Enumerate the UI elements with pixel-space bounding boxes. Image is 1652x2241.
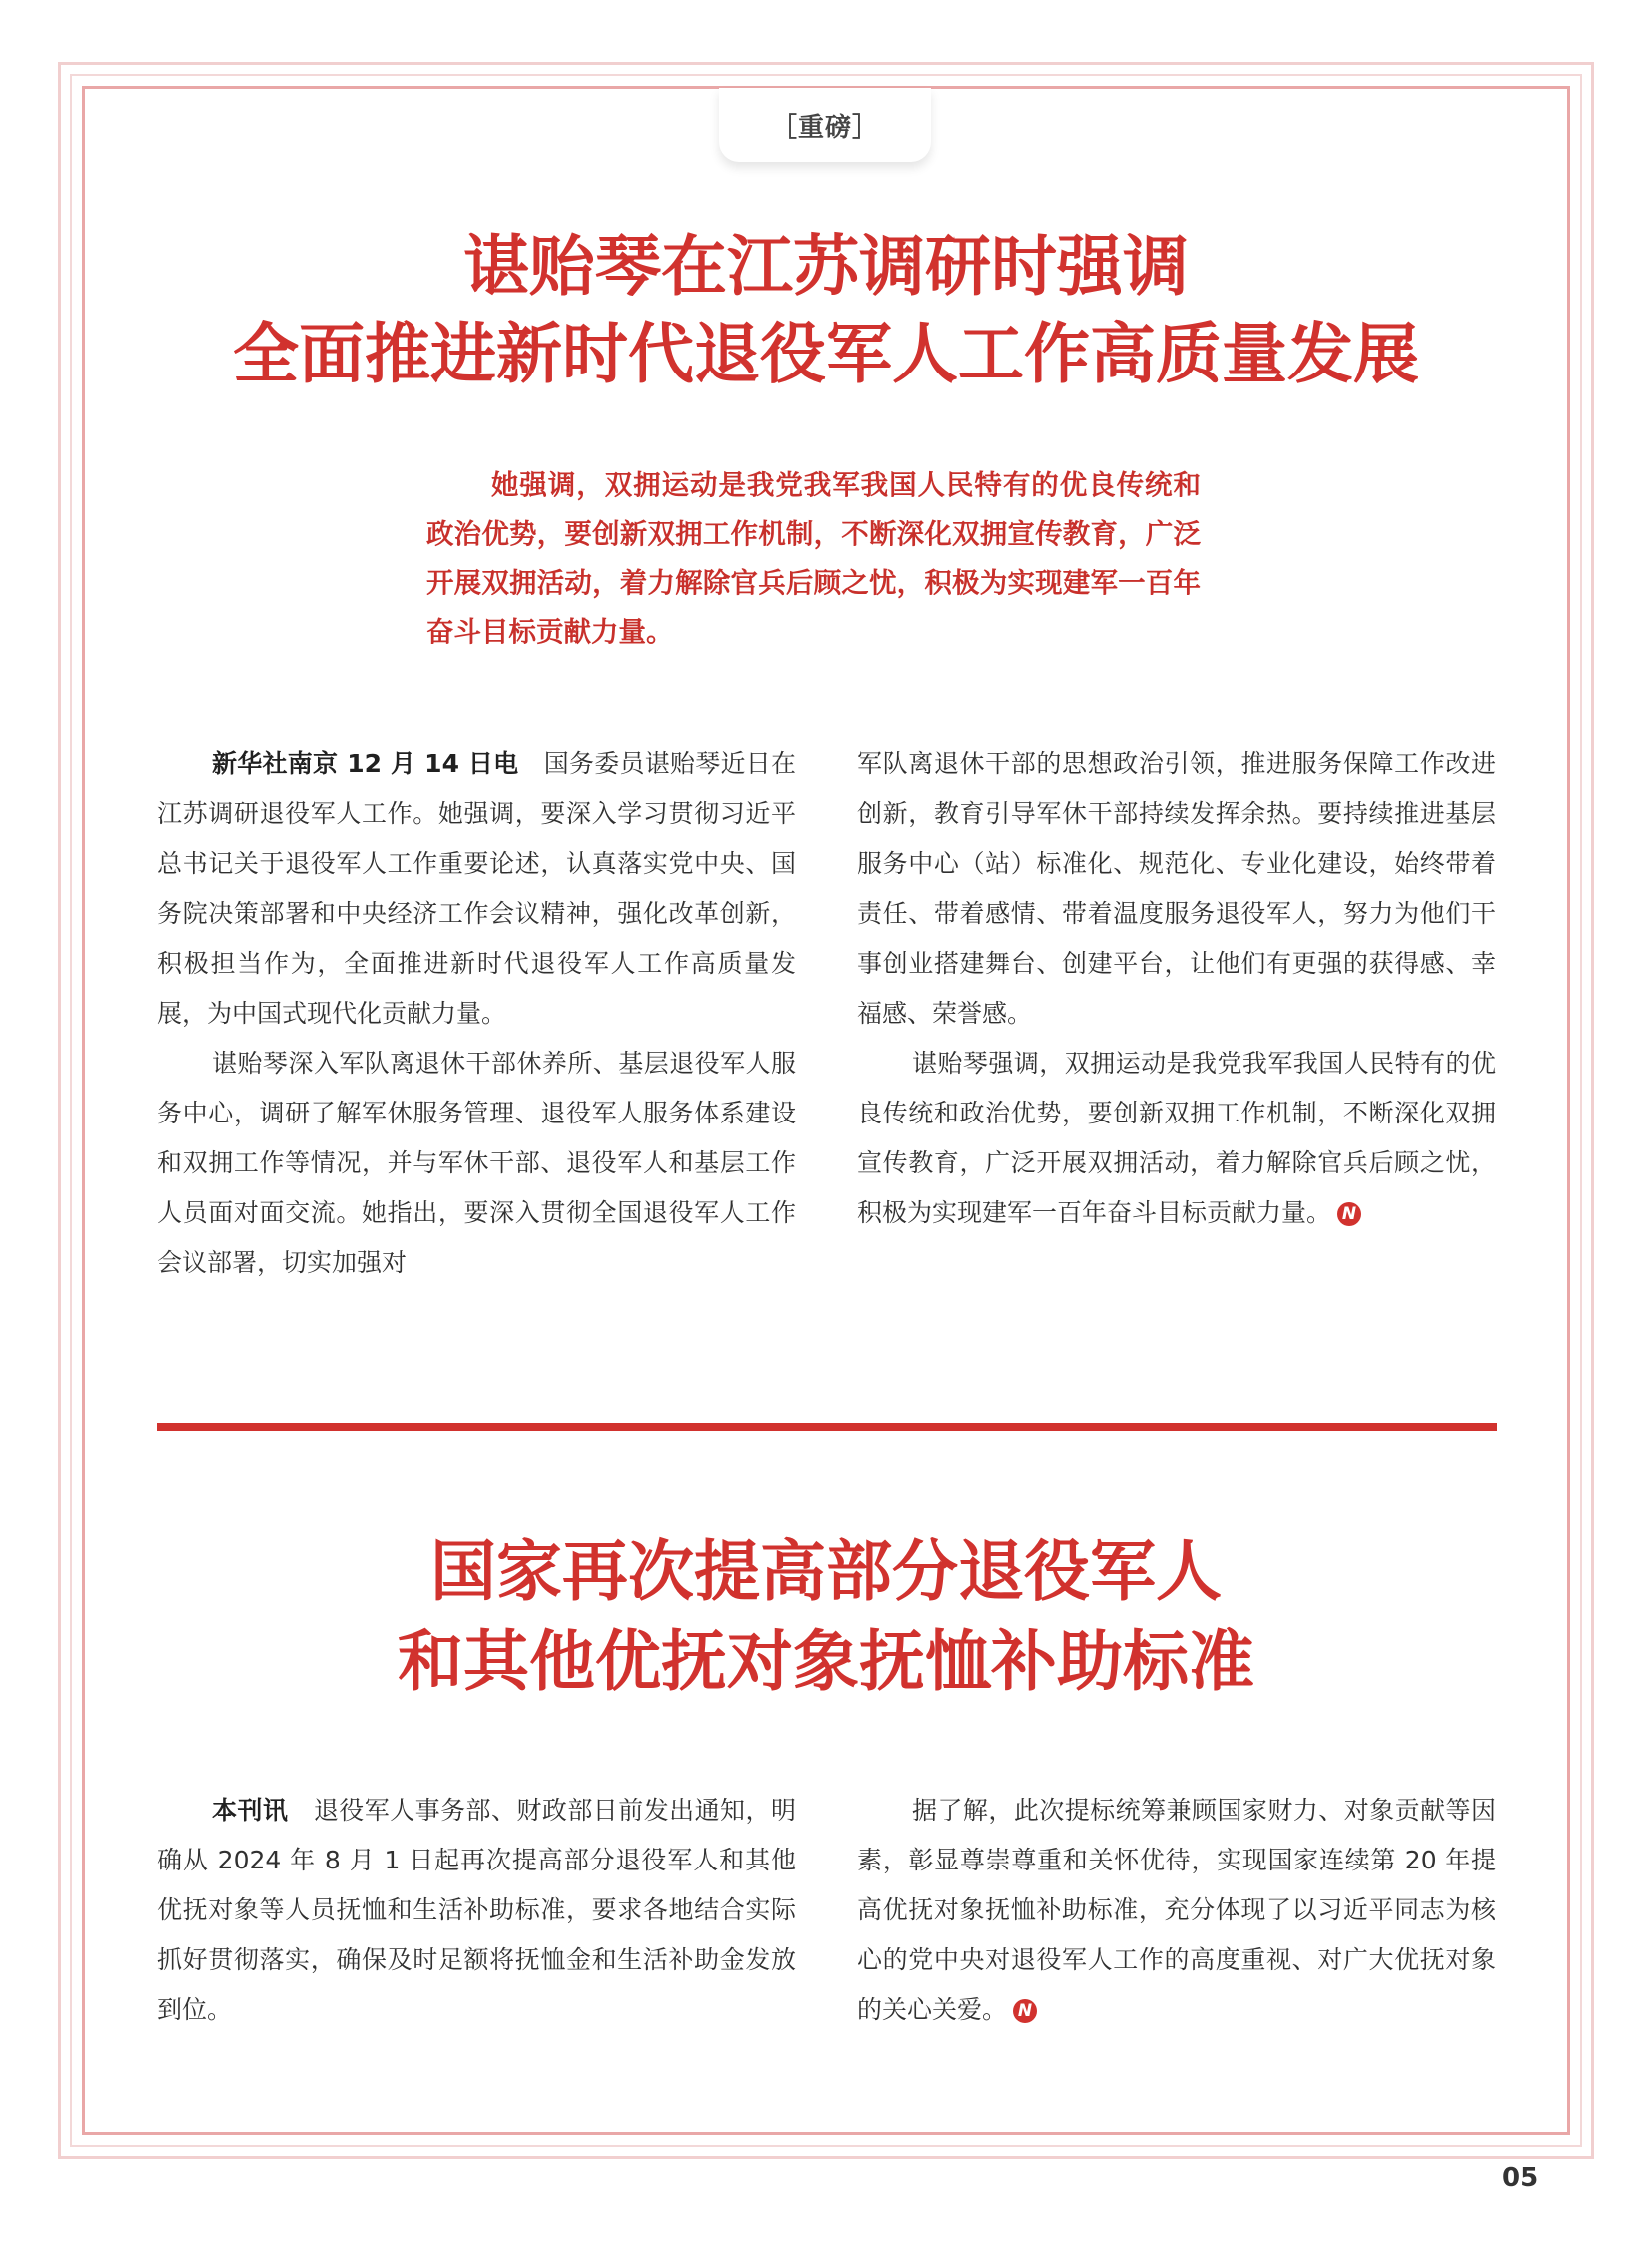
section-tag — [719, 88, 931, 162]
article1-paragraph-4 — [857, 1039, 1496, 1238]
article1-paragraph-3: 军队离退休干部的思想政治引领，推进服务保障工作改进创新，教育引导军休干部持续发挥余热。要持续推进基层服务中心（站）标准化、规范化、专业化建设，始终带着责任、带着感情、带着温度服务退役军人，努力为他们干事创业搭建舞台、创建平台，让他们有更强的获得感、幸福感、荣誉感。 — [857, 749, 1496, 1028]
article1-paragraph-1-text: 国务委员谌贻琴近日在江苏调研退役军人工作。她强调，要深入学习贯彻习近平总书记关于退役军人工作重要论述，认真落实党中央、国务院决策部署和中央经济工作会议精神，强化改革创新，积极担当作为，全面推进新时代退役军人工作高质量发展，为中国式现代化贡献力量。 — [157, 749, 796, 1028]
article1-lead: 她强调，双拥运动是我党我军我国人民特有的优良传统和政治优势，要创新双拥工作机制，不断深化双拥宣传教育，广泛开展双拥活动，着力解除官兵后顾之忧，积极为实现建军一百年奋斗目标贡献力量。 — [426, 469, 1201, 648]
article2-paragraph-1 — [157, 1786, 796, 2035]
page-number: 05 — [1502, 2163, 1539, 2193]
article1-dateline: 新华社南京 12 月 14 日电 — [212, 749, 519, 778]
section-divider — [157, 1423, 1497, 1431]
end-mark-icon: N — [1337, 1202, 1361, 1226]
section-tag-label: ［重磅］ — [770, 112, 879, 143]
article2-title-line1: 国家再次提高部分退役军人 — [430, 1532, 1222, 1610]
article2-paragraph-2-text: 据了解，此次提标统筹兼顾国家财力、对象贡献等因素，彰显尊崇尊重和关怀优待，实现国家连续第 20 年提高优抚对象抚恤补助标准，充分体现了以习近平同志为核心的党中央对退役军人工作的高度重视、对广大优抚对象的关心关爱。 — [857, 1796, 1496, 2024]
article2-dateline: 本刊讯 — [212, 1796, 289, 1825]
article2-column-left — [157, 1786, 796, 2035]
article1-paragraph-4-text: 谌贻琴强调，双拥运动是我党我军我国人民特有的优良传统和政治优势，要创新双拥工作机制，不断深化双拥宣传教育，广泛开展双拥活动，着力解除官兵后顾之忧，积极为实现建军一百年奋斗目标贡献力量。 — [857, 1049, 1496, 1227]
article2-title-line2: 和其他优抚对象抚恤补助标准 — [398, 1622, 1254, 1700]
article1-column-left — [157, 739, 796, 1288]
article2-column-right — [857, 1786, 1496, 2035]
article2-paragraph-2 — [857, 1786, 1496, 2035]
article1-title — [100, 222, 1552, 397]
article2-title — [100, 1526, 1552, 1706]
end-mark-icon: N — [1013, 1999, 1037, 2023]
article1-paragraph-1 — [157, 739, 796, 1039]
article1-title-line2: 全面推进新时代退役军人工作高质量发展 — [233, 315, 1419, 392]
article1-column-right — [857, 739, 1496, 1238]
article1-title-line1: 谌贻琴在江苏调研时强调 — [463, 227, 1189, 305]
article1-paragraph-2: 谌贻琴深入军队离退休干部休养所、基层退役军人服务中心，调研了解军休服务管理、退役军人服务体系建设和双拥工作等情况，并与军休干部、退役军人和基层工作人员面对面交流。她指出，要深入贯彻全国退役军人工作会议部署，切实加强对 — [157, 1049, 796, 1277]
article2-paragraph-1-text: 退役军人事务部、财政部日前发出通知，明确从 2024 年 8 月 1 日起再次提高部分退役军人和其他优抚对象等人员抚恤和生活补助标准，要求各地结合实际抓好贯彻落实，确保及时足额将抚恤金和生活补助金发放到位。 — [157, 1796, 796, 2024]
